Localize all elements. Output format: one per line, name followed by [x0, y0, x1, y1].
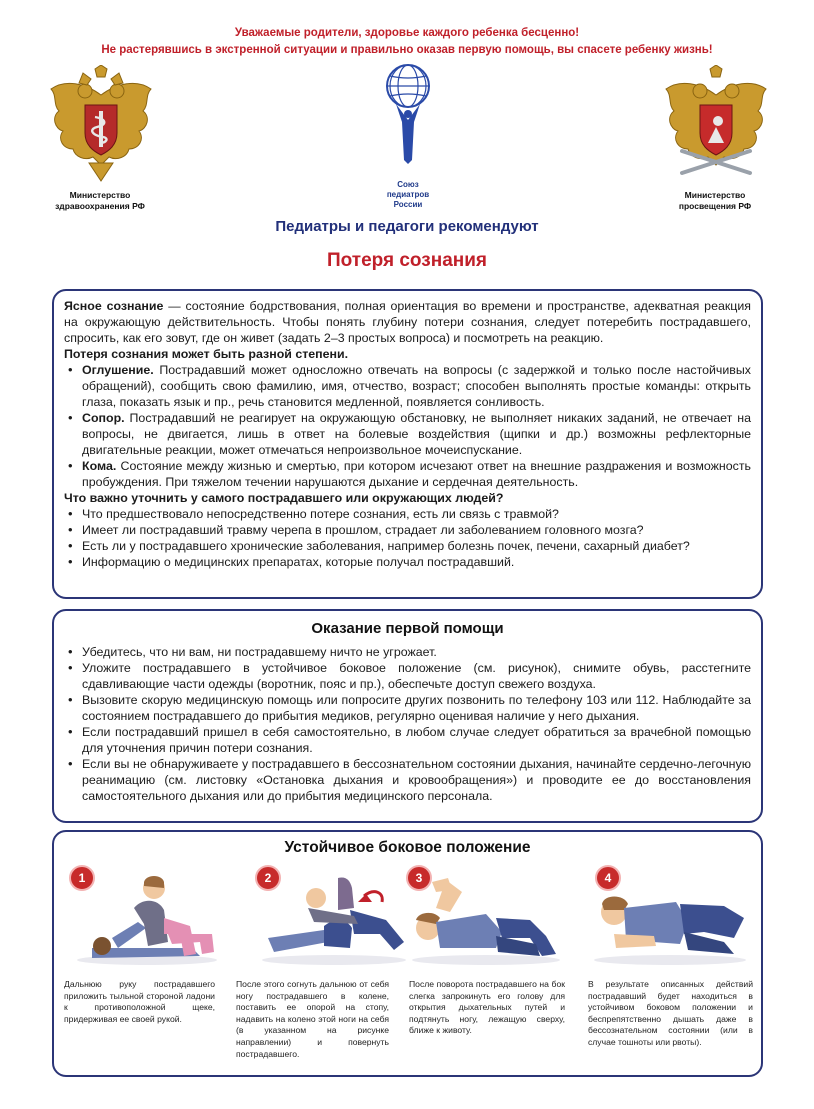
- step-3-caption: После поворота пострадавшего на бок слегка запрокинуть его голову для открытия дыхательных путей и подтянуть ногу, лежащую сверху, ближе к животу.: [409, 979, 565, 1036]
- step-4-illustration: [584, 882, 754, 968]
- union-line-3: России: [393, 200, 423, 209]
- step-1-caption: Дальнюю руку пострадавшего приложить тыльной стороной ладони к противоположной щеке, придерживая ее своей рукой.: [64, 979, 215, 1024]
- degree-text: Состояние между жизнью и смертью, при котором исчезают ответ на внешние раздражения и возможность пробуждения. При тяжелом течении нарушаются дыхание и сердечная деятельность.: [82, 459, 751, 489]
- first-aid-item: • Если вы не обнаруживаете у пострадавшего в бессознательном состоянии дыхания, начинайте сердечно-легочную реанимацию (см. листовку «Остановка дыхания и кровообращения») и проводите ее до восстановления самостоятельного дыхания или до прибытия медицинского персонала.: [64, 756, 751, 804]
- degrees-heading: Потеря сознания может быть разной степени.: [64, 347, 349, 361]
- ask-heading: Что важно уточнить у самого пострадавшего или окружающих людей?: [64, 491, 504, 505]
- step-1-badge: 1: [69, 865, 95, 891]
- left-ministry-line-1: Министерство: [69, 190, 131, 200]
- degree-text: Пострадавший не реагирует на окружающую обстановку, не выполняет никаких заданий, не отвечает на вопросы, не двигается, лишь в ответ на болевые воздействия (щипки и др.) возможны рефлекторные двигательные реакции, может отмечаться непроизвольное мочеиспускание.: [82, 411, 751, 457]
- first-aid-item: • Уложите пострадавшего в устойчивое боковое положение (см. рисунок), снимите обувь, расстегните сдавливающие части одежды (воротник, пояс и пр.), обеспечьте доступ свежего воздуха.: [64, 660, 751, 692]
- warning-line-2: Не растерявшись в экстренной ситуации и правильно оказав первую помощь, вы спасете ребенку жизнь!: [101, 44, 713, 56]
- degree-item: [64, 458, 751, 490]
- questions-list: [64, 506, 751, 570]
- degree-term: Сопор.: [82, 411, 125, 425]
- recovery-position-box: [52, 830, 763, 1077]
- right-ministry-label: [655, 190, 775, 212]
- question-item: • Есть ли у пострадавшего хронические заболевания, например болезнь почек, печени, сахарный диабет?: [64, 538, 751, 554]
- first-aid-title: Оказание первой помощи: [311, 620, 504, 637]
- first-aid-item: • Убедитесь, что ни вам, ни пострадавшему ничто не угрожает.: [64, 644, 751, 660]
- degree-item: [64, 410, 751, 458]
- first-aid-list: [64, 644, 751, 804]
- degrees-list: [64, 362, 751, 490]
- pediatric-union-label: [375, 180, 441, 210]
- step-3-illustration: [406, 872, 566, 968]
- consciousness-info-box: [52, 289, 763, 599]
- clear-consciousness-paragraph: [64, 298, 751, 346]
- degree-term: Кома.: [82, 459, 117, 473]
- ministry-health-emblem: [45, 65, 157, 183]
- question-item: • Что предшествовало непосредственно потере сознания, есть ли связь с травмой?: [64, 506, 751, 522]
- right-ministry-line-1: Министерство: [684, 190, 746, 200]
- degree-item: [64, 362, 751, 410]
- left-ministry-label: [40, 190, 160, 212]
- degree-term: Оглушение.: [82, 363, 154, 377]
- recommend-heading: Педиатры и педагоги рекомендуют: [275, 218, 539, 235]
- left-ministry-line-2: здравоохранения РФ: [55, 201, 145, 211]
- page-title: Потеря сознания: [326, 250, 488, 271]
- step-2-badge: 2: [255, 865, 281, 891]
- first-aid-text: [64, 644, 751, 804]
- clear-consciousness-text: — состояние бодрствования, полная ориентация во времени и пространстве, адекватная реакция на окружающую действительность. Чтобы понять глубину потери сознания, следует потеребить пострадавшего, спросить, как его зовут, где он живет (задать 2–3 простых вопроса) и посмотреть на реакцию.: [64, 299, 751, 345]
- first-aid-item: • Вызовите скорую медицинскую помощь или попросите других позвонить по телефону 103 или 112. Наблюдайте за состоянием пострадавшего до прибытия медиков, регулярно оценивая наличие у него дыхания.: [64, 692, 751, 724]
- right-ministry-line-2: просвещения РФ: [678, 201, 752, 211]
- consciousness-text: [64, 298, 751, 570]
- union-line-2: педиатров: [386, 190, 430, 199]
- question-item: • Имеет ли пострадавший травму черепа в прошлом, страдает ли заболеванием головного мозга?: [64, 522, 751, 538]
- question-item: • Информацию о медицинских препаратах, которые получал пострадавший.: [64, 554, 751, 570]
- first-aid-box: [52, 609, 763, 823]
- step-4-caption: В результате описанных действий пострадавший будет находиться в устойчивом боковом положении и беспрепятственно дышать даже в бессознательном состоянии (или в случае тошноты или рвоты).: [588, 979, 753, 1047]
- step-2-illustration: [254, 868, 414, 968]
- pediatric-union-logo: [378, 64, 438, 176]
- step-2-caption: После этого согнуть дальнюю от себя ногу пострадавшего в колене, поставить ее опорой на стопу, надавить на колено этой ноги на себя (в указанном на рисунке направлении) и повернуть пострадавшего.: [236, 979, 389, 1059]
- warning-line-1: Уважаемые родители, здоровье каждого ребенка бесценно!: [234, 27, 580, 39]
- union-line-1: Союз: [397, 180, 419, 189]
- step-4-badge: 4: [595, 865, 621, 891]
- clear-consciousness-term: Ясное сознание: [64, 299, 164, 313]
- ministry-education-emblem: [660, 65, 772, 183]
- first-aid-item: • Если пострадавший пришел в себя самостоятельно, в любом случае следует обратиться за врачебной помощью для уточнения причин потери сознания.: [64, 724, 751, 756]
- step-3-badge: 3: [406, 865, 432, 891]
- step-1-illustration: [72, 868, 222, 968]
- recovery-position-title: Устойчивое боковое положение: [284, 839, 531, 856]
- degree-text: Пострадавший может односложно отвечать на вопросы (с задержкой и только после настойчивых обращений), сообщить свою фамилию, имя, отчество, возраст; способен выполнять простые команды: открыть глаза, показать язык и пр., речь становится медленной, появляется сонливость.: [82, 363, 751, 409]
